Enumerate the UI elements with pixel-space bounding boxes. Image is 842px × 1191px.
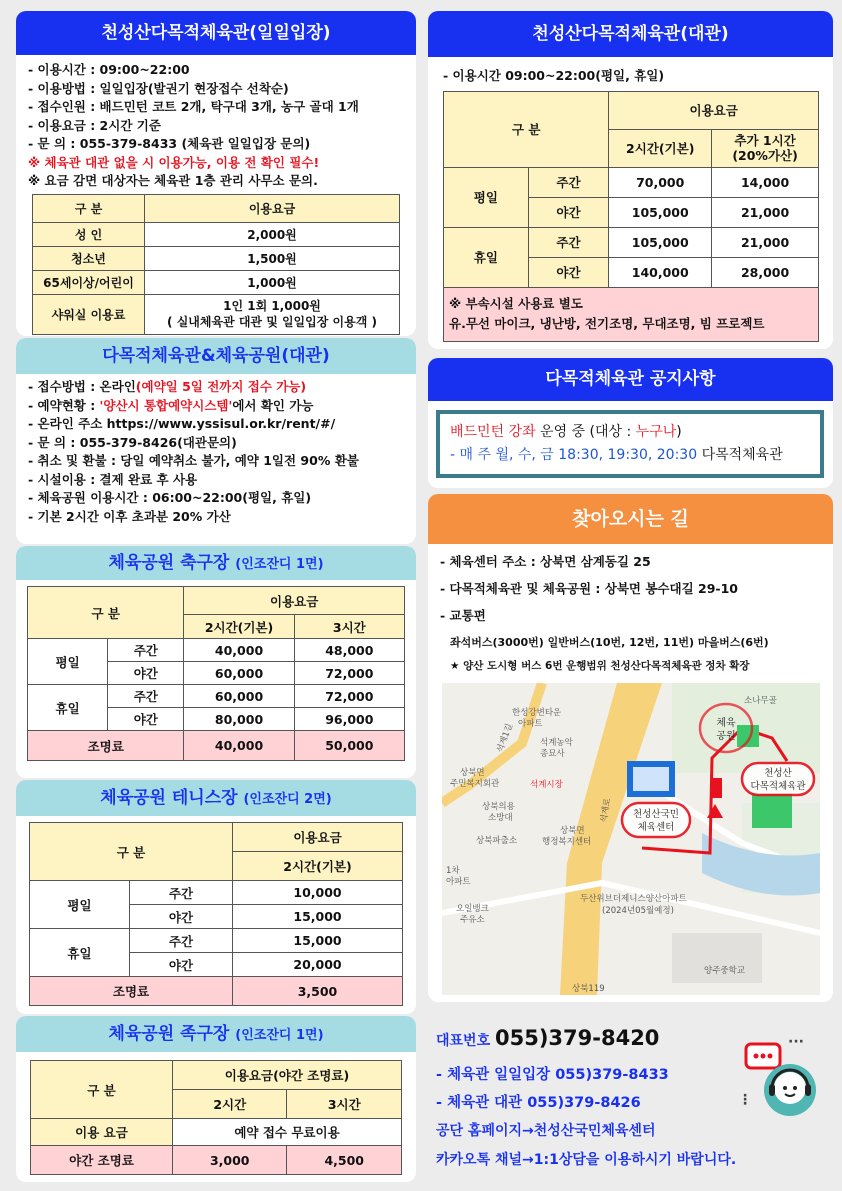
row-value: 1인 1회 1,000원 [223, 299, 321, 313]
daily-title: 천성산다목적체육관(일일입장) [16, 11, 416, 55]
row-label: 65세이상/어린이 [33, 270, 145, 294]
foot-title: 체육공원 족구장 [108, 1024, 230, 1044]
map-label: 석계농악 [540, 738, 573, 748]
daily-warning: ※ 체육관 대관 없을 시 이용가능, 이용 전 확인 필수! [28, 154, 320, 170]
contact-line: 공단 홈페이지→천성산국민체육센터 [436, 1123, 656, 1139]
notice-text: 운영 중 (대상 : [535, 424, 636, 440]
cell: 4,500 [287, 1146, 402, 1175]
table-header: 2시간(기본) [233, 852, 403, 881]
gymrent-line: 에서 확인 가능 [232, 397, 314, 413]
row-group: 휴일 [28, 685, 108, 731]
table-header: 구 분 [33, 194, 145, 222]
tennis-card [16, 780, 416, 1014]
row-group: 평일 [28, 639, 108, 685]
cell: 140,000 [609, 257, 712, 287]
notice-card [428, 358, 833, 488]
map-label: 행정복지센터 [542, 837, 592, 847]
table-header: 이용요금 [609, 91, 819, 129]
notice-title: 다목적체육관 공지사항 [428, 358, 833, 401]
row-group: 평일 [444, 167, 529, 227]
cell: 15,000 [233, 905, 403, 929]
map-park-label: 체육 [716, 718, 736, 729]
map-label: 종묘사 [540, 749, 565, 759]
map-label: 두산위브더제니스양산아파트 [580, 894, 687, 904]
cell: 15,000 [233, 929, 403, 953]
row-group: 휴일 [444, 227, 529, 287]
map-label: 주민복지회관 [450, 779, 500, 789]
cell: 3,500 [233, 977, 403, 1006]
row-label: 조명료 [28, 731, 184, 761]
row-value: 1,000원 [145, 270, 400, 294]
row-label: 야간 [108, 708, 184, 731]
map-label: 아파트 [518, 719, 543, 729]
map-label: 석계시장 [530, 780, 563, 790]
map-label: 석계로 [599, 797, 614, 824]
notice-text: 다목적체육관 [697, 447, 783, 463]
map-label: 상북면 [460, 768, 485, 778]
row-label: 주간 [130, 929, 233, 953]
table-header: 이용요금 [184, 587, 405, 615]
map-label: 상북119 [572, 984, 605, 994]
more-vertical-icon: ⋮ [738, 1092, 752, 1108]
map-label: (2024년05월예정) [602, 906, 674, 916]
table-header: 구 분 [444, 91, 609, 167]
row-group: 휴일 [30, 929, 130, 977]
tennis-price-table [29, 822, 403, 1006]
directions-line: - 교통편 [440, 608, 486, 623]
notice-highlight: 배드민턴 강좌 [450, 424, 536, 440]
map-label: 주유소 [460, 915, 485, 925]
cell: 40,000 [184, 731, 294, 761]
cell: 21,000 [712, 197, 819, 227]
gymrent-card [16, 338, 416, 544]
daily-line: - 이용시간 : 09:00~22:00 [28, 62, 190, 77]
row-value: 2,000원 [145, 222, 400, 246]
table-header: 이용요금(야간 조명료) [173, 1061, 402, 1090]
row-label: 주간 [130, 881, 233, 905]
cell: 50,000 [294, 731, 404, 761]
cell: 28,000 [712, 257, 819, 287]
map-label: 석계1길 [495, 722, 516, 755]
daily-line: - 이용요금 : 2시간 기준 [28, 117, 161, 133]
row-label: 야간 [130, 953, 233, 977]
row-value: ( 실내체육관 대관 및 일일입장 이용객 ) [167, 315, 377, 329]
daily-line: - 접수인원 : 배드민턴 코트 2개, 탁구대 3개, 농구 골대 1개 [28, 99, 359, 114]
table-header: 추가 1시간 [734, 133, 796, 148]
notice-text: ) [676, 424, 682, 440]
directions-title: 찾아오시는 길 [428, 494, 833, 544]
more-dots-icon: ··· [788, 1034, 804, 1050]
cell: 21,000 [712, 227, 819, 257]
map-gym-label: 다목적체육관 [750, 781, 806, 792]
daily-note: ※ 요금 감면 대상자는 체육관 1층 관리 사무소 문의. [28, 173, 318, 188]
daily-line: - 이용방법 : 일일입장(발권기 현장접수 선착순) [28, 80, 289, 96]
soccer-subtitle: (인조잔디 1면) [235, 557, 324, 572]
map-label: 소방대 [488, 813, 513, 823]
gymrent-line: - 온라인 주소 https://www.yssisul.or.kr/rent/#/ [28, 416, 336, 431]
contact-line: - 체육관 일일입장 055)379-8433 [436, 1067, 669, 1083]
soccer-title: 체육공원 축구장 [108, 553, 230, 573]
cell: 72,000 [294, 662, 404, 685]
map-label: 1차 [446, 866, 460, 876]
row-label: 조명료 [30, 977, 233, 1006]
cell: 예약 접수 무료이용 [173, 1119, 402, 1146]
contact-main-number: 055)379-8420 [494, 1026, 660, 1050]
table-header: (20%가산) [732, 148, 798, 163]
cell: 20,000 [233, 953, 403, 977]
cell: 3,000 [173, 1146, 287, 1175]
row-label: 청소년 [33, 246, 145, 270]
row-label: 주간 [528, 227, 609, 257]
gymrent-line: - 접수방법 : 온라인 [28, 379, 136, 394]
map-gym-label: 천성산 [764, 768, 792, 779]
table-header: 2시간 [173, 1090, 287, 1119]
table-header: 구 분 [28, 587, 184, 639]
cell: 96,000 [294, 708, 404, 731]
map-label: 상북의용 [482, 802, 515, 812]
table-header: 2시간(기본) [609, 129, 712, 167]
map-label: 상북면 [560, 826, 585, 836]
row-group: 평일 [30, 881, 130, 929]
daily-card [16, 11, 416, 336]
daily-price-table [32, 194, 400, 335]
cell: 40,000 [184, 639, 294, 662]
row-label: 주간 [528, 167, 609, 197]
tennis-title: 체육공원 테니스장 [100, 788, 238, 808]
location-map[interactable] [442, 683, 820, 995]
contact-label: 대표번호 [436, 1033, 495, 1049]
map-park-label: 공원 [716, 731, 736, 742]
row-label: 샤워실 이용료 [33, 294, 145, 334]
cell: 80,000 [184, 708, 294, 731]
table-header: 구 분 [31, 1061, 173, 1119]
cell: 10,000 [233, 881, 403, 905]
rent-title: 천성산다목적체육관(대관) [428, 11, 833, 57]
table-header: 3시간 [294, 615, 404, 639]
gymrent-line: - 취소 및 환불 : 당일 예약취소 불가, 예약 1일전 90% 환불 [28, 453, 359, 468]
contact-line: - 체육관 대관 055)379-8426 [436, 1095, 641, 1111]
table-header: 이용요금 [145, 194, 400, 222]
notice-highlight: 누구나 [635, 424, 677, 440]
row-value: 1,500원 [145, 246, 400, 270]
directions-card [428, 494, 833, 1002]
contact-section [436, 1022, 832, 1182]
row-label: 주간 [108, 639, 184, 662]
chat-support-icon [742, 1038, 826, 1122]
rent-note: ※ 부속시설 사용료 별도 [449, 296, 583, 311]
map-label: 한성강변타운 [512, 708, 562, 718]
notice-schedule: - 매 주 월, 수, 금 18:30, 19:30, 20:30 [450, 447, 698, 463]
gymrent-line: - 체육공원 이용시간 : 06:00~22:00(평일, 휴일) [28, 490, 312, 505]
soccer-card [16, 546, 416, 778]
map-center-label: 체육센터 [637, 822, 675, 833]
foot-subtitle: (인조잔디 1면) [235, 1028, 324, 1043]
row-label: 야간 [130, 905, 233, 929]
map-center-label: 천성산국민 [633, 809, 679, 820]
row-label: 성 인 [33, 222, 145, 246]
map-label: 오일뱅크 [456, 904, 489, 914]
table-header: 구 분 [30, 823, 233, 881]
rent-price-table [443, 91, 819, 342]
cell: 48,000 [294, 639, 404, 662]
row-label: 이용 요금 [31, 1119, 173, 1146]
map-label: 아파트 [446, 877, 471, 887]
row-label: 주간 [108, 685, 184, 708]
table-header: 이용요금 [233, 823, 403, 852]
daily-line: - 문 의 : 055-379-8433 (체육관 일일입장 문의) [28, 136, 311, 151]
soccer-price-table [27, 586, 405, 761]
gymrent-highlight: '양산시 통합예약시스템' [99, 397, 233, 413]
directions-note: ★ 양산 도시형 버스 6번 운행범위 천성산다목적체육관 정차 확장 [450, 660, 750, 672]
directions-bus: 좌석버스(3000번) 일반버스(10번, 12번, 11번) 마을버스(6번) [450, 636, 769, 649]
table-header: 2시간(기본) [184, 615, 294, 639]
rent-note: 유.무선 마이크, 냉난방, 전기조명, 무대조명, 빔 프로젝트 [449, 316, 765, 331]
directions-line: - 다목적체육관 및 체육공원 : 상북면 봉수대길 29-10 [440, 581, 738, 596]
map-label: 양주중학교 [704, 966, 746, 976]
cell: 60,000 [184, 685, 294, 708]
gymrent-line: - 기본 2시간 이후 초과분 20% 가산 [28, 508, 231, 524]
cell: 72,000 [294, 685, 404, 708]
row-label: 야간 [108, 662, 184, 685]
row-label: 야간 조명료 [31, 1146, 173, 1175]
gymrent-title: 다목적체육관&체육공원(대관) [16, 338, 416, 374]
rent-time: - 이용시간 09:00~22:00(평일, 휴일) [443, 68, 665, 83]
directions-line: - 체육센터 주소 : 상북면 삼계동길 25 [440, 554, 651, 569]
foot-card [16, 1016, 416, 1182]
tennis-subtitle: (인조잔디 2면) [243, 792, 332, 807]
map-label: 소나무골 [744, 696, 777, 706]
notice-box [436, 410, 824, 478]
cell: 60,000 [184, 662, 294, 685]
table-header: 3시간 [287, 1090, 402, 1119]
cell: 105,000 [609, 197, 712, 227]
row-label: 야간 [528, 197, 609, 227]
cell: 14,000 [712, 167, 819, 197]
gymrent-line: - 예약현황 : [28, 397, 100, 413]
gymrent-line: - 문 의 : 055-379-8426(대관문의) [28, 434, 237, 450]
gymrent-line: - 시설이용 : 결제 완료 후 사용 [28, 471, 198, 487]
map-label: 상북파출소 [476, 836, 518, 846]
foot-price-table [30, 1060, 402, 1175]
cell: 105,000 [609, 227, 712, 257]
cell: 70,000 [609, 167, 712, 197]
contact-line: 카카오톡 채널→1:1상담을 이용하시기 바랍니다. [436, 1152, 737, 1168]
gymrent-highlight: (예약일 5일 전까지 접수 가능) [135, 379, 307, 394]
row-label: 야간 [528, 257, 609, 287]
rent-card [428, 11, 833, 349]
